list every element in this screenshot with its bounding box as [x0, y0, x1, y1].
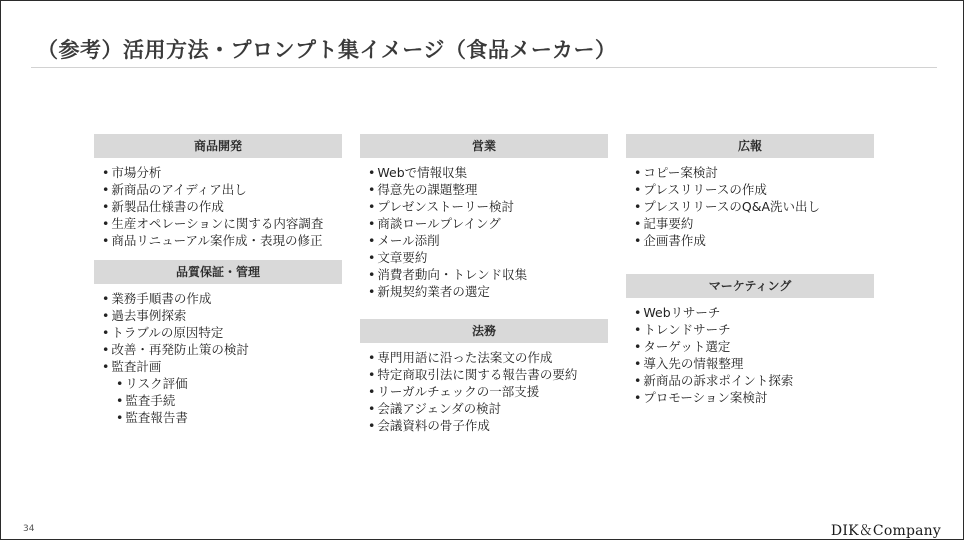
list-item: • 企画書作成 [634, 232, 874, 249]
list-item: • Webリサーチ [634, 304, 874, 321]
list-item: • リーガルチェックの一部支援 [368, 383, 608, 400]
list-item: • プレゼンストーリー検討 [368, 198, 608, 215]
page-title: （参考）活用方法・プロンプト集イメージ（食品メーカー） [37, 38, 617, 62]
item-list [626, 164, 874, 249]
list-item: • トレンドサーチ [634, 321, 874, 338]
section-header: マーケティング [626, 274, 874, 298]
section-header: 営業 [360, 134, 608, 158]
list-item: • ターゲット選定 [634, 338, 874, 355]
list-item: • 特定商取引法に関する報告書の要約 [368, 366, 608, 383]
list-item: • 市場分析 [102, 164, 342, 181]
list-item: • 新商品のアイディア出し [102, 181, 342, 198]
item-list [626, 304, 874, 406]
section-legal [360, 319, 608, 434]
item-list [94, 290, 342, 426]
section-marketing [626, 274, 874, 406]
list-item: • 新規契約業者の選定 [368, 283, 608, 300]
list-item: • Webで情報収集 [368, 164, 608, 181]
list-item: • 過去事例探索 [102, 307, 342, 324]
list-item: • プレスリリースの作成 [634, 181, 874, 198]
list-item: • 会議資料の骨子作成 [368, 417, 608, 434]
company-logo: DIK＆Company [830, 523, 941, 539]
section-pr [626, 134, 874, 249]
list-item: • 消費者動向・トレンド収集 [368, 266, 608, 283]
list-item: • 文章要約 [368, 249, 608, 266]
item-list [94, 164, 342, 249]
list-subitem: • リスク評価 [102, 375, 342, 392]
section-header: 品質保証・管理 [94, 260, 342, 284]
section-header: 商品開発 [94, 134, 342, 158]
section-quality [94, 260, 342, 426]
list-item: • 商品リニューアル案作成・表現の修正 [102, 232, 342, 249]
list-subitem: • 監査手続 [102, 392, 342, 409]
list-item: • プロモーション案検討 [634, 389, 874, 406]
list-item: • トラブルの原因特定 [102, 324, 342, 341]
list-item: • 会議アジェンダの検討 [368, 400, 608, 417]
list-item: • 生産オペレーションに関する内容調査 [102, 215, 342, 232]
list-item: • メール添削 [368, 232, 608, 249]
section-product-dev [94, 134, 342, 249]
list-item: • 専門用語に沿った法案文の作成 [368, 349, 608, 366]
title-divider [31, 67, 937, 68]
section-header: 広報 [626, 134, 874, 158]
section-header: 法務 [360, 319, 608, 343]
list-item: • 監査計画 [102, 358, 342, 375]
list-item: • 改善・再発防止策の検討 [102, 341, 342, 358]
page-number: 34 [23, 524, 35, 534]
item-list [360, 349, 608, 434]
list-item: • 得意先の課題整理 [368, 181, 608, 198]
item-list [360, 164, 608, 300]
list-subitem: • 監査報告書 [102, 409, 342, 426]
list-item: • 商談ロールプレイング [368, 215, 608, 232]
list-item: • 業務手順書の作成 [102, 290, 342, 307]
list-item: • 新商品の訴求ポイント探索 [634, 372, 874, 389]
list-item: • コピー案検討 [634, 164, 874, 181]
list-item: • 新製品仕様書の作成 [102, 198, 342, 215]
section-sales [360, 134, 608, 300]
list-item: • 記事要約 [634, 215, 874, 232]
list-item: • プレスリリースのQ&A洗い出し [634, 198, 874, 215]
list-item: • 導入先の情報整理 [634, 355, 874, 372]
